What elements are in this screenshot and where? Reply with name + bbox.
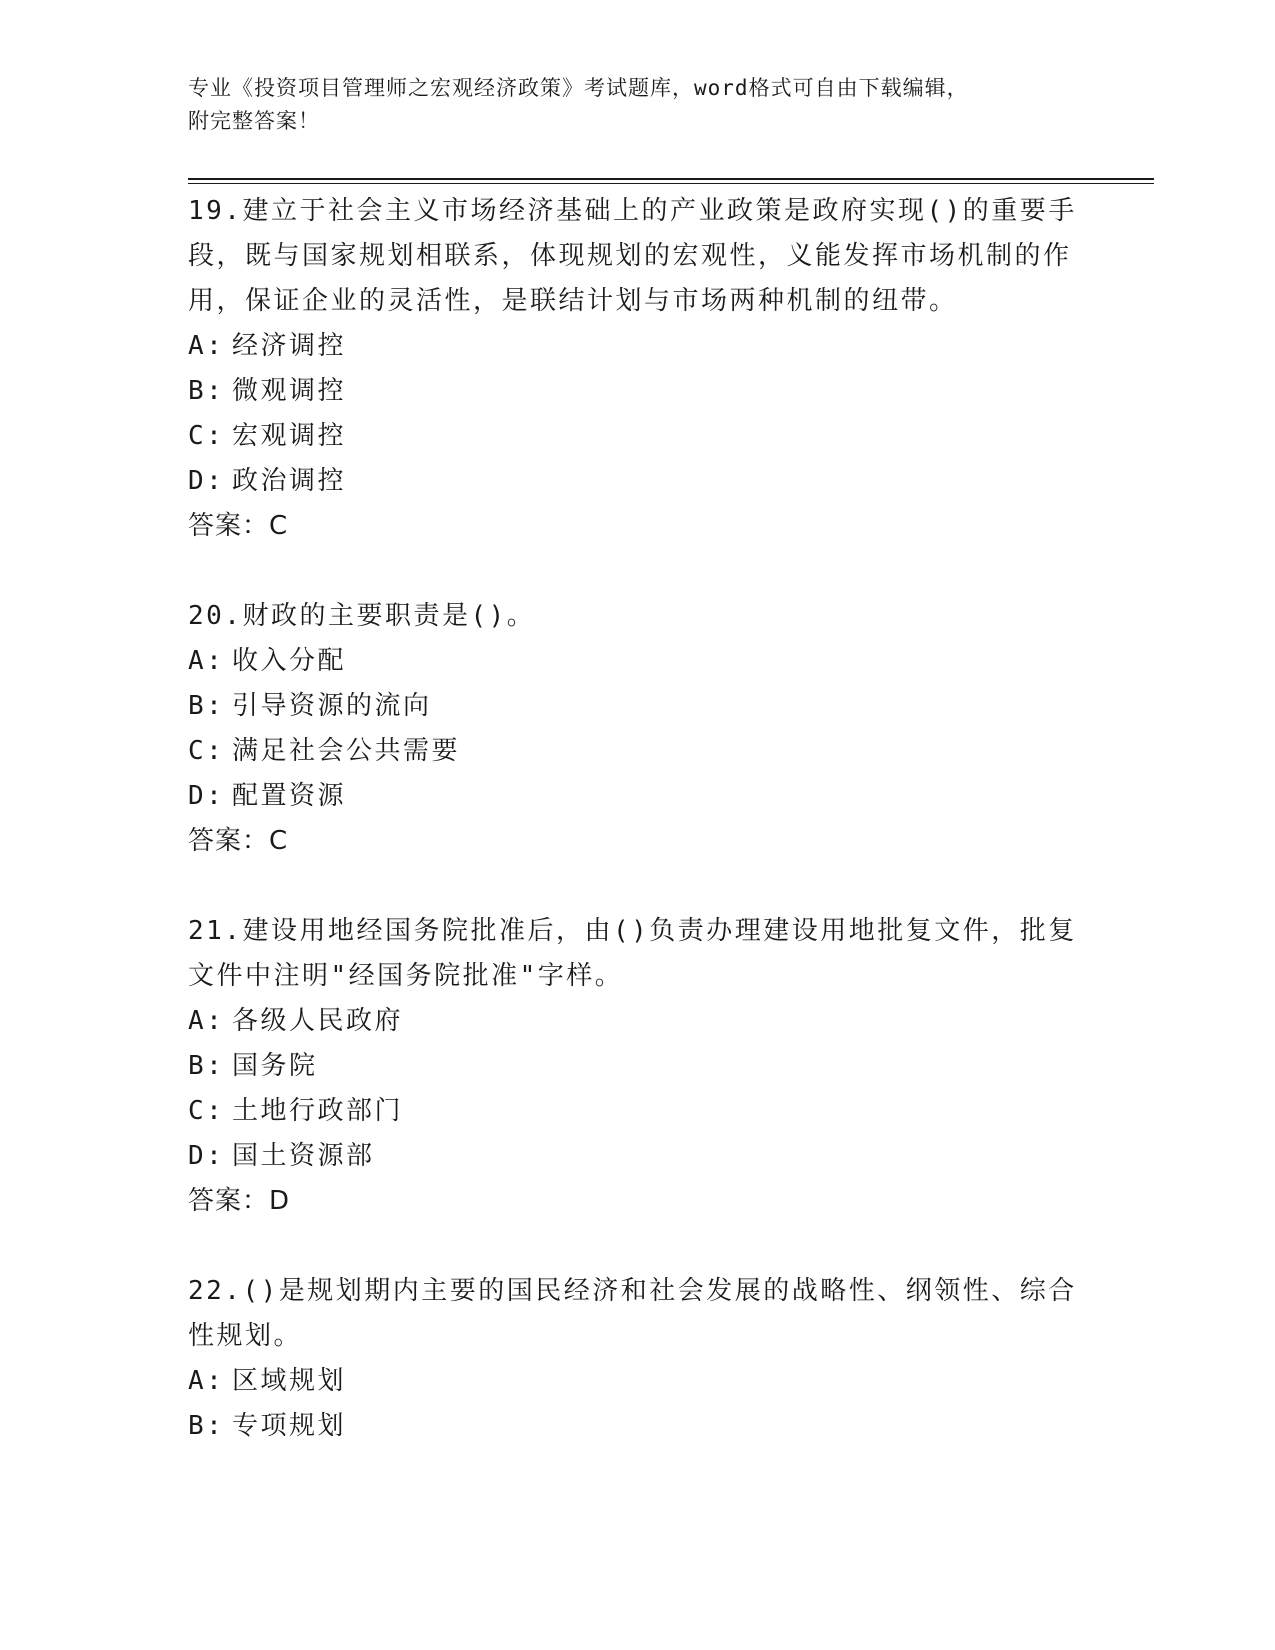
option-c: [188, 1089, 1088, 1134]
option-key: D:: [188, 466, 225, 496]
option-text: 专项规划: [232, 1411, 347, 1441]
option-a: [188, 1359, 1088, 1404]
option-a: [188, 999, 1088, 1044]
option-text: 国土资源部: [232, 1141, 375, 1171]
option-key: B:: [188, 1411, 225, 1441]
option-b: [188, 369, 1088, 414]
option-b: [188, 1044, 1088, 1089]
option-text: 宏观调控: [232, 421, 347, 451]
question-list: [188, 189, 1088, 1449]
question-22: [188, 1269, 1088, 1449]
option-text: 国务院: [232, 1051, 318, 1081]
option-text: 各级人民政府: [232, 1006, 404, 1036]
header-line-2: 附完整答案！: [188, 109, 320, 133]
option-key: A:: [188, 1366, 225, 1396]
option-d: [188, 459, 1088, 504]
option-text: 经济调控: [232, 331, 347, 361]
question-text: 21.建设用地经国务院批准后，由()负责办理建设用地批复文件，批复文件中注明"经国务院批准"字样。: [188, 916, 1077, 991]
option-a: [188, 324, 1088, 369]
option-b: [188, 684, 1088, 729]
option-key: B:: [188, 1051, 225, 1081]
option-key: C:: [188, 421, 225, 451]
document-header: [188, 72, 1068, 138]
option-key: C:: [188, 1096, 225, 1126]
question-text: 20.财政的主要职责是()。: [188, 601, 536, 631]
option-key: B:: [188, 376, 225, 406]
option-b: [188, 1404, 1088, 1449]
option-key: A:: [188, 1006, 225, 1036]
option-text: 微观调控: [232, 376, 347, 406]
answer-line: 答案：C: [188, 826, 289, 856]
option-key: B:: [188, 691, 225, 721]
answer-line: 答案：D: [188, 1186, 291, 1216]
header-line-1: 专业《投资项目管理师之宏观经济政策》考试题库，word格式可自由下载编辑，: [188, 76, 969, 100]
option-key: A:: [188, 646, 225, 676]
option-c: [188, 729, 1088, 774]
question-20: [188, 594, 1088, 864]
header-divider-thin: [188, 183, 1154, 184]
option-d: [188, 1134, 1088, 1179]
option-text: 收入分配: [232, 646, 347, 676]
option-text: 配置资源: [232, 781, 347, 811]
question-text: 22.()是规划期内主要的国民经济和社会发展的战略性、纲领性、综合性规划。: [188, 1276, 1077, 1351]
option-d: [188, 774, 1088, 819]
question-text: 19.建立于社会主义市场经济基础上的产业政策是政府实现()的重要手段，既与国家规划相联系，体现规划的宏观性，义能发挥市场机制的作用，保证企业的灵活性，是联结计划与市场两种机制的纽带。: [188, 196, 1077, 316]
option-key: D:: [188, 1141, 225, 1171]
question-19: [188, 189, 1088, 549]
option-text: 满足社会公共需要: [232, 736, 461, 766]
answer-line: 答案：C: [188, 511, 289, 541]
question-21: [188, 909, 1088, 1224]
option-key: C:: [188, 736, 225, 766]
option-text: 引导资源的流向: [232, 691, 432, 721]
header-divider-thick: [188, 178, 1154, 180]
option-text: 政治调控: [232, 466, 347, 496]
option-text: 土地行政部门: [232, 1096, 404, 1126]
option-key: D:: [188, 781, 225, 811]
option-c: [188, 414, 1088, 459]
option-key: A:: [188, 331, 225, 361]
option-a: [188, 639, 1088, 684]
option-text: 区域规划: [232, 1366, 347, 1396]
